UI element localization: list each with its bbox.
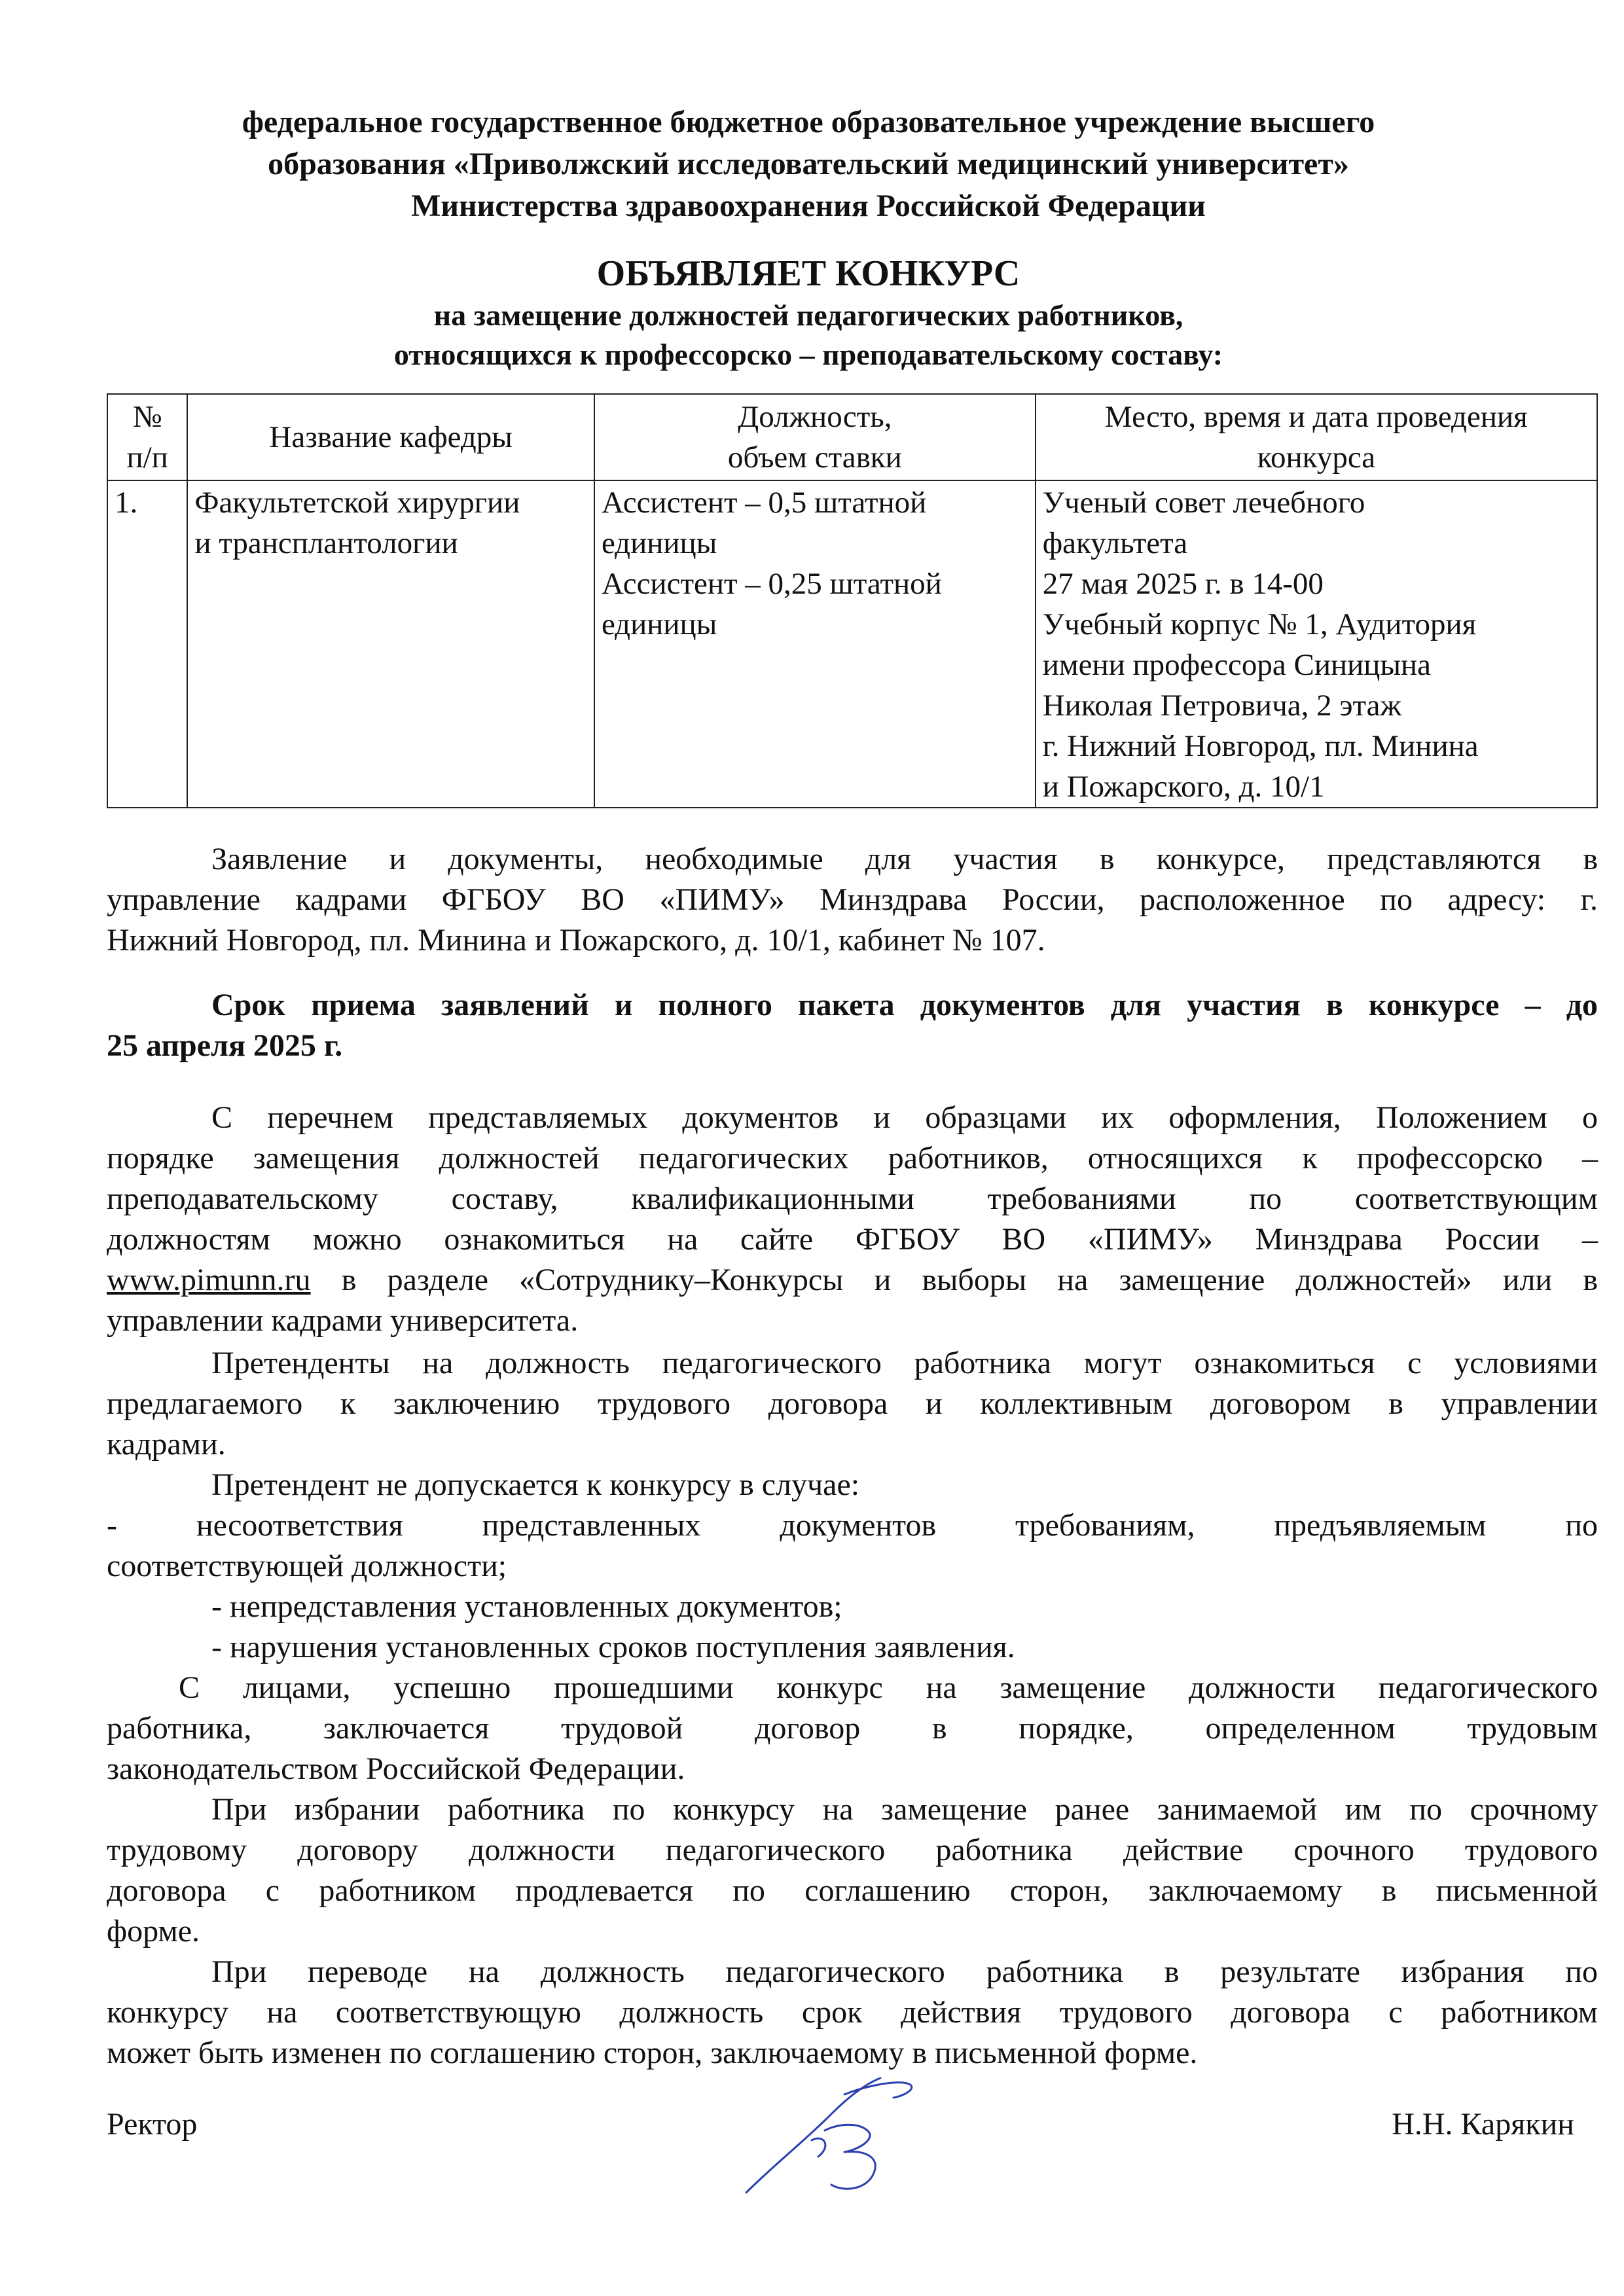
row-position: Ассистент – 0,5 штатной единицы Ассистент – 0,25 штатной единицы xyxy=(594,480,1036,808)
paragraph-contract: С лицами, успешно прошедшими конкурс на замещение должности педагогического работника, заключается трудовой договор в порядке, определенном трудовым законодательством Российской Федерации. xyxy=(107,1670,1598,1786)
row-place: Ученый совет лечебного факультета 27 мая 2025 г. в 14-00 Учебный корпус № 1, Аудитория имени профессора Синицына Николая Петровича, 2 этаж г. Нижний Новгород, пл. Минина и Пожарского, д. 10/1 xyxy=(1036,480,1597,808)
header-line-1: федеральное государственное бюджетное образовательное учреждение высшего xyxy=(242,105,1375,139)
competition-table xyxy=(107,393,1598,808)
paragraph-regulations: С перечнем представляемых документов и образцами их оформления, Положением о порядке замещения должностей педагогических работников, относящихся к профессорско – преподавательскому составу, квалификационными требованиями по соответствующим должностям можно ознакомиться на сайте ФГБОУ ВО «ПИМУ» Минздрава России – www.pimunn.ru в разделе «Сотруднику–Конкурсы и выборы на замещение должностей» или в управлении кадрами университета. xyxy=(107,1100,1598,1338)
paragraph-deadline: Срок приема заявлений и полного пакета документов для участия в конкурсе – до 25 апреля 2025 г. xyxy=(107,988,1598,1063)
handwritten-signature xyxy=(733,2068,943,2199)
rector-title: Ректор xyxy=(107,2107,198,2142)
paragraph-rejection: Претендент не допускается к конкурсу в случае: - несоответствия представленных документов требованиям, предъявляемым по соответствующей должности; - непредставления установленных документов; - нарушения установленных сроков поступления заявления. xyxy=(107,1467,1598,1664)
header-dept: Название кафедры xyxy=(187,394,594,480)
table-header-row xyxy=(107,394,1597,480)
row-dept: Факультетской хирургии и трансплантологии xyxy=(187,480,594,808)
institution-header xyxy=(98,101,1519,227)
paragraph-transfer: При переводе на должность педагогического работника в результате избрания по конкурсу на соответствующую должность срок действия трудового договора с работником может быть изменен по соглашению сторон, заключаемому в письменной форме. xyxy=(107,1954,1598,2070)
header-line-2: образования «Приволжский исследовательский медицинский университет» xyxy=(268,147,1349,181)
table-row xyxy=(107,480,1597,808)
header-num: № п/п xyxy=(107,394,187,480)
paragraph-extension: При избрании работника по конкурсу на замещение ранее занимаемой им по срочному трудовому договору должности педагогического работника действие срочного трудового договора с работником продлевается по соглашению сторон, заключаемому в письменной форме. xyxy=(107,1792,1598,1948)
announcement-title xyxy=(98,251,1519,374)
row-num: 1. xyxy=(107,480,187,808)
website-link[interactable]: www.pimunn.ru xyxy=(107,1263,311,1297)
paragraph-documents: Заявление и документы, необходимые для участия в конкурсе, представляются в управление кадрами ФГБОУ ВО «ПИМУ» Минздрава России, расположенное по адресу: г. Нижний Новгород, пл. Минина и Пожарского, д. 10/1, кабинет № 107. xyxy=(107,842,1598,958)
rector-name: Н.Н. Карякин xyxy=(1392,2107,1574,2142)
announcement-sub-1: на замещение должностей педагогических работников, xyxy=(433,298,1183,332)
header-line-3: Министерства здравоохранения Российской Федерации xyxy=(411,188,1206,223)
header-position: Должность, объем ставки xyxy=(594,394,1036,480)
header-place: Место, время и дата проведения конкурса xyxy=(1036,394,1597,480)
paragraph-candidates: Претенденты на должность педагогического работника могут ознакомиться с условиями предлагаемого к заключению трудового договора и коллективным договором в управлении кадрами. xyxy=(107,1346,1598,1462)
announcement-main: ОБЪЯВЛЯЕТ КОНКУРС xyxy=(596,253,1020,294)
announcement-sub-2: относящихся к профессорско – преподавательскому составу: xyxy=(393,338,1223,371)
